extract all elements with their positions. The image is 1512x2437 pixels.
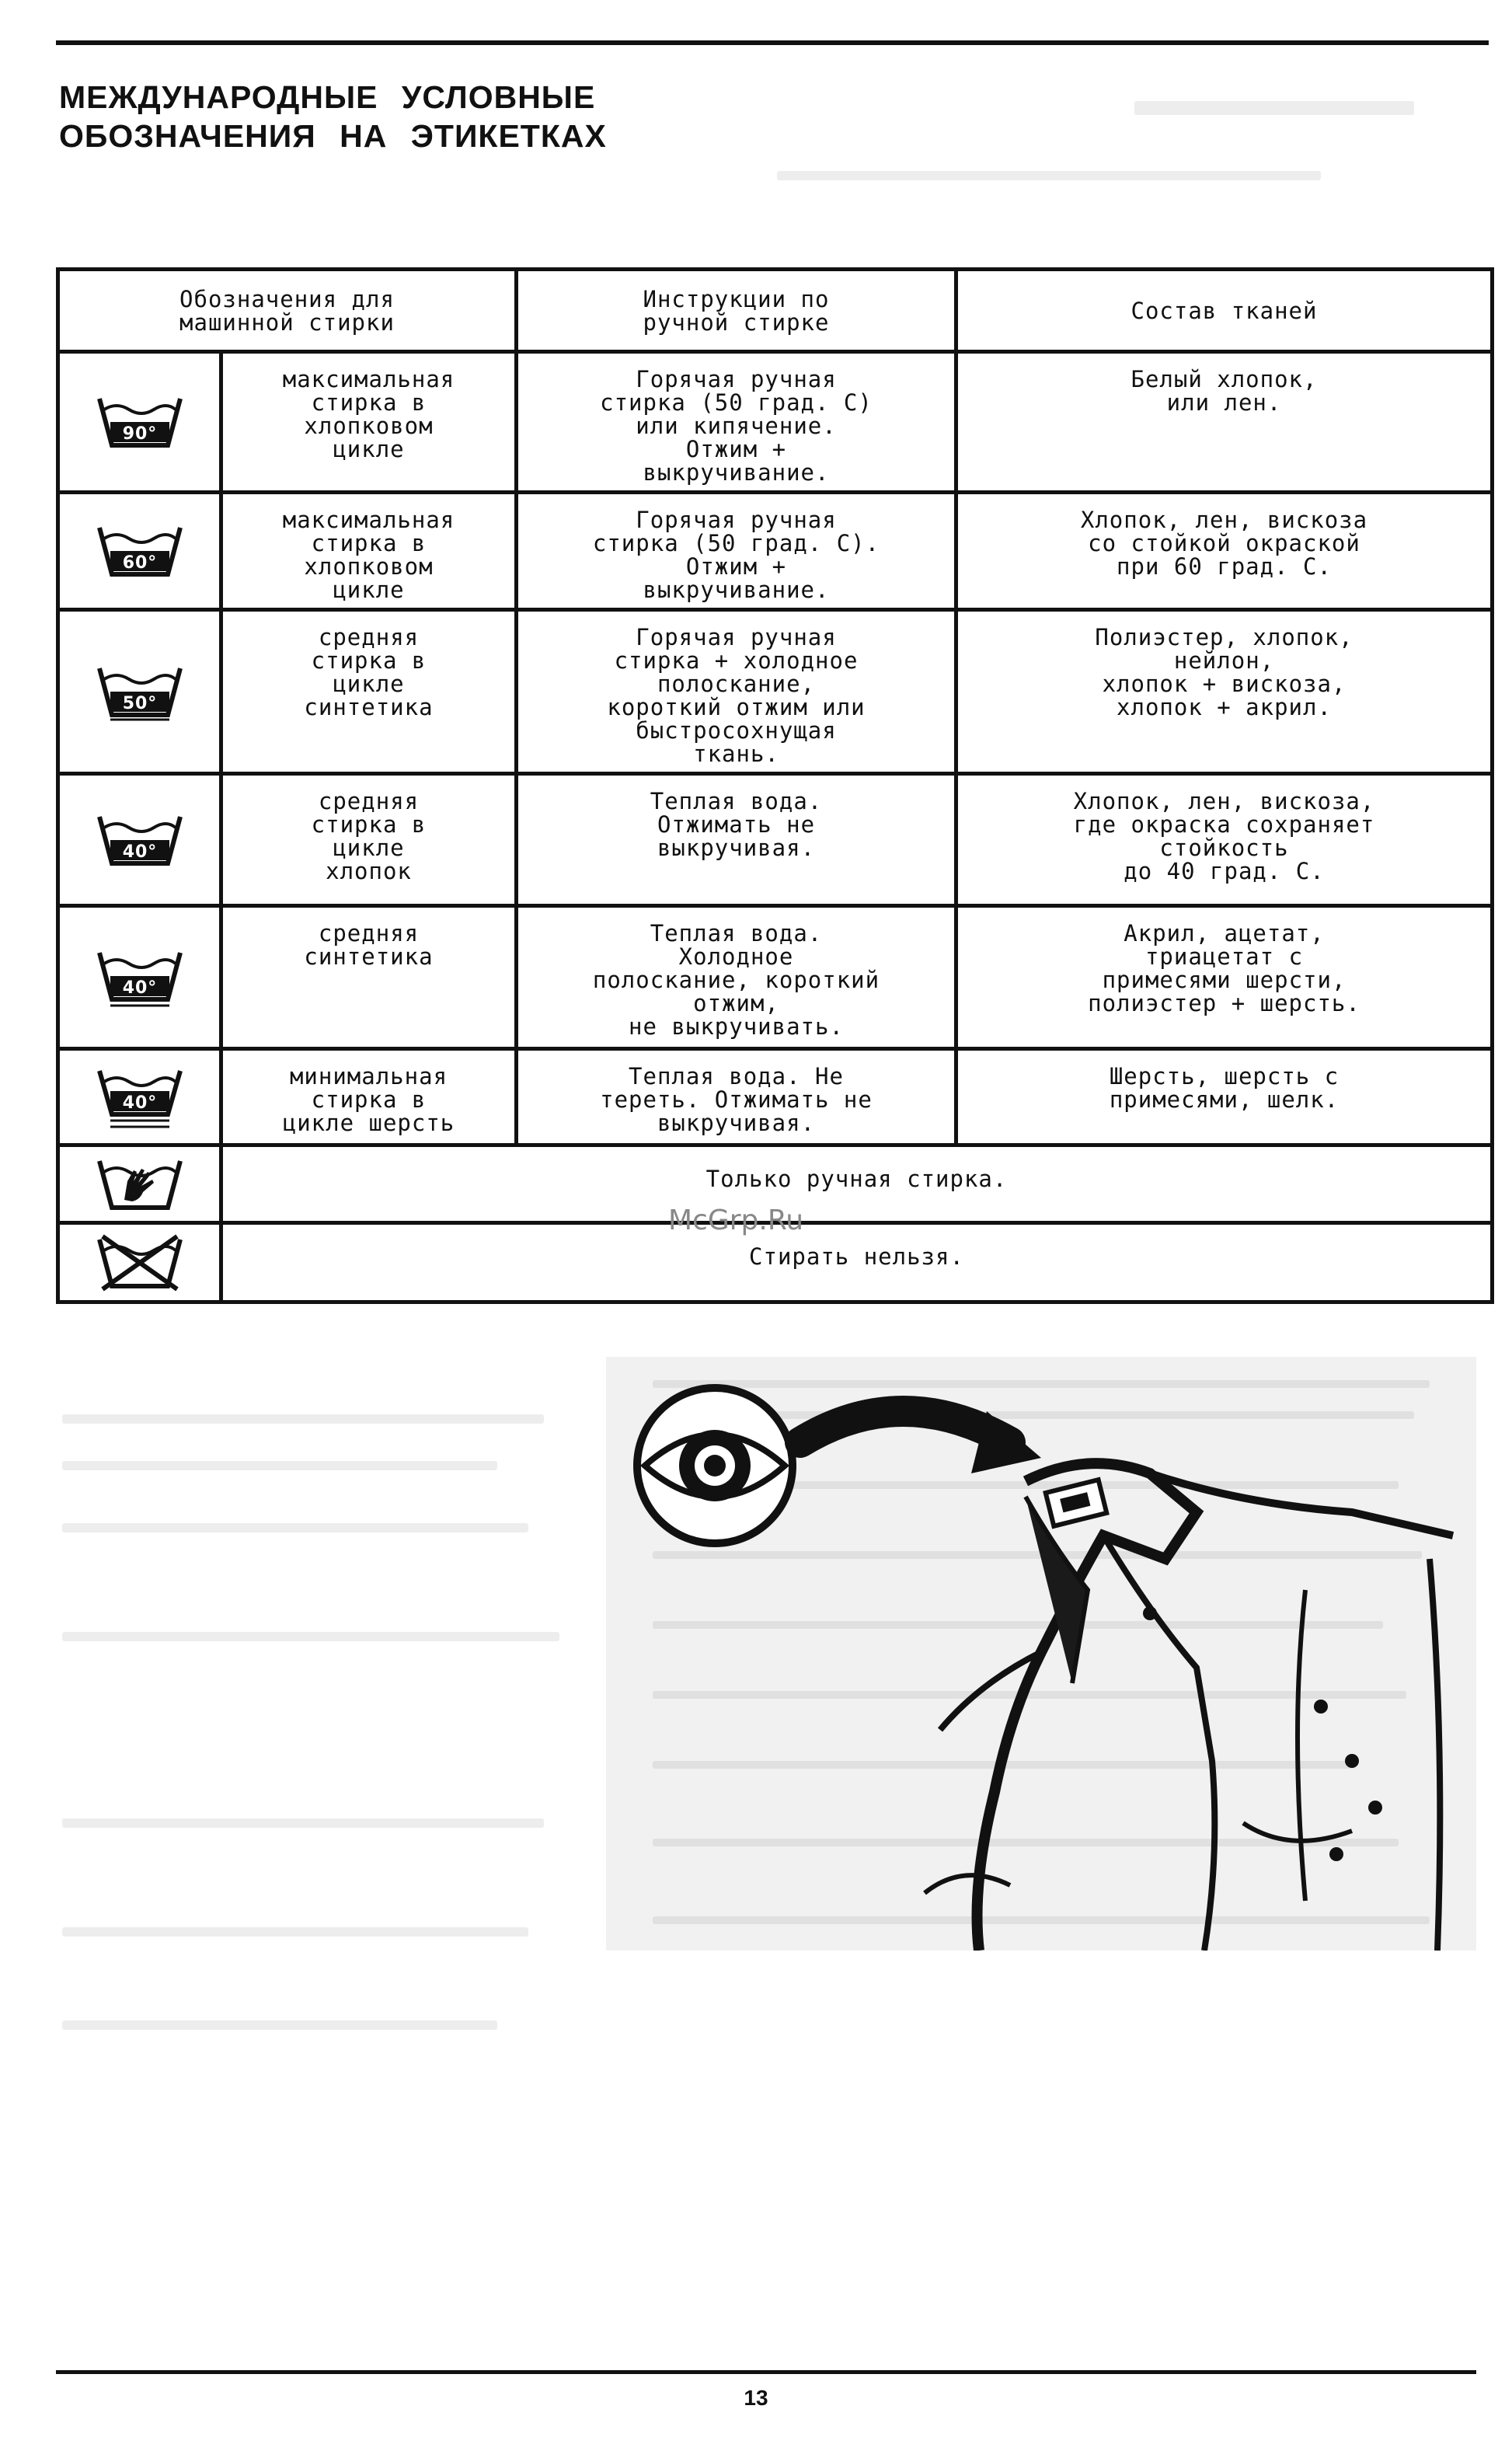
hand-wash-cell: Горячая ручная стирка + холодное полоскание, короткий отжим или быстросохнущая ткань.	[517, 610, 956, 774]
bleed-through-text	[62, 1461, 497, 1470]
machine-wash-cell: минимальная стирка в цикле шерсть	[221, 1049, 517, 1145]
svg-text:60°: 60°	[122, 553, 157, 573]
header-fabric: Состав тканей	[956, 270, 1493, 352]
machine-wash-cell: максимальная стирка в хлопковом цикле	[221, 352, 517, 493]
svg-text:40°: 40°	[122, 842, 157, 862]
bottom-rule	[56, 2370, 1476, 2374]
eye-icon	[637, 1388, 793, 1543]
top-rule	[56, 40, 1489, 45]
svg-text:50°: 50°	[122, 694, 157, 713]
washtub-40-icon	[58, 774, 221, 906]
bleed-through-text	[62, 1523, 528, 1532]
hand-wash-cell: Теплая вода. Отжимать не выкручивая.	[517, 774, 956, 906]
hand-wash-cell: Теплая вода. Холодное полоскание, короткий отжим, не выкручивать.	[517, 906, 956, 1049]
hand-wash-only-cell: Только ручная стирка.	[221, 1145, 1493, 1223]
washtub-90-icon	[58, 352, 221, 493]
bleed-through-text	[62, 1632, 559, 1641]
bleed-through-text	[1134, 101, 1414, 115]
header-hand-wash: Инструкции по ручной стирке	[517, 270, 956, 352]
page-number: 13	[744, 2386, 768, 2410]
machine-wash-cell: максимальная стирка в хлопковом цикле	[221, 493, 517, 610]
bleed-through-text	[777, 171, 1321, 180]
watermark: McGrp.Ru	[668, 1205, 804, 1236]
svg-text:40°: 40°	[122, 1093, 157, 1113]
bleed-through-text	[62, 1414, 544, 1424]
header-machine-wash: Обозначения для машинной стирки	[58, 270, 517, 352]
hand-wash-cell: Горячая ручная стирка (50 град. С) или кипячение. Отжим + выкручивание.	[517, 352, 956, 493]
table-row	[58, 493, 1493, 610]
washtub-60-icon	[58, 493, 221, 610]
hand-wash-icon	[58, 1145, 221, 1223]
fabric-cell: Хлопок, лен, вискоза, где окраска сохраняет стойкость до 40 град. С.	[956, 774, 1493, 906]
care-symbols-table	[56, 267, 1494, 1304]
page-title	[59, 78, 758, 155]
do-not-wash-icon	[58, 1223, 221, 1302]
page-title-line-2: ОБОЗНАЧЕНИЯ НА ЭТИКЕТКАХ	[59, 118, 607, 154]
table-row	[58, 1049, 1493, 1145]
care-label-illustration	[606, 1357, 1476, 1951]
machine-wash-cell: средняя стирка в цикле хлопок	[221, 774, 517, 906]
bleed-through-text	[62, 1818, 544, 1828]
fabric-cell: Белый хлопок, или лен.	[956, 352, 1493, 493]
svg-text:40°: 40°	[122, 978, 157, 998]
washtub-40-synthetic-icon	[58, 906, 221, 1049]
machine-wash-cell: средняя синтетика	[221, 906, 517, 1049]
table-header-row	[58, 270, 1493, 352]
washtub-50-icon	[58, 610, 221, 774]
hand-wash-cell: Теплая вода. Не тереть. Отжимать не выкручивая.	[517, 1049, 956, 1145]
fabric-cell: Акрил, ацетат, триацетат с примесями шерсти, полиэстер + шерсть.	[956, 906, 1493, 1049]
do-not-wash-cell: Стирать нельзя.	[221, 1223, 1493, 1302]
washtub-40-wool-icon	[58, 1049, 221, 1145]
bleed-through-text	[62, 2020, 497, 2030]
bleed-through-text	[62, 1927, 528, 1937]
table-row	[58, 610, 1493, 774]
machine-wash-cell: средняя стирка в цикле синтетика	[221, 610, 517, 774]
svg-text:90°: 90°	[122, 424, 157, 444]
table-row	[58, 906, 1493, 1049]
table-row	[58, 352, 1493, 493]
fabric-cell: Хлопок, лен, вискоза со стойкой окраской при 60 град. С.	[956, 493, 1493, 610]
shirt-icon	[606, 1357, 1476, 1951]
table-row	[58, 774, 1493, 906]
fabric-cell: Полиэстер, хлопок, нейлон, хлопок + вискоза, хлопок + акрил.	[956, 610, 1493, 774]
fabric-cell: Шерсть, шерсть с примесями, шелк.	[956, 1049, 1493, 1145]
hand-wash-cell: Горячая ручная стирка (50 град. С). Отжим + выкручивание.	[517, 493, 956, 610]
care-label-icon	[1046, 1480, 1107, 1526]
page-title-line-1: МЕЖДУНАРОДНЫЕ УСЛОВНЫЕ	[59, 79, 596, 115]
